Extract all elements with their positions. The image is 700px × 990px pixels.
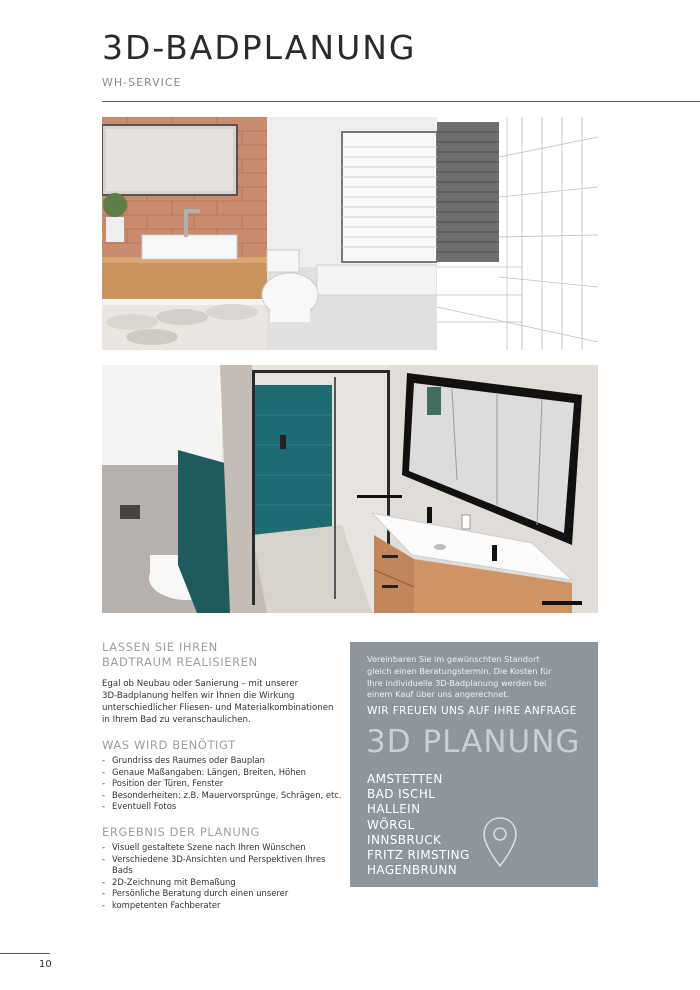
info-intro-line: einem Kauf über uns angerechnet. xyxy=(367,689,510,700)
page-subtitle: WH-SERVICE xyxy=(102,76,182,89)
info-intro-line: Vereinbaren Sie im gewünschten Standort xyxy=(367,654,540,664)
info-box-intro xyxy=(367,654,587,701)
list-item: - Verschiedene 3D-Ansichten und Perspektiven Ihres Bads xyxy=(102,854,347,877)
intro-line: Egal ob Neubau oder Sanierung – mit unserer xyxy=(102,679,299,689)
footer-divider xyxy=(0,953,50,954)
location-item: AMSTETTEN xyxy=(367,772,443,786)
list-item: - Eventuell Fotos xyxy=(102,801,347,813)
info-intro-line: Ihre individuelle 3D-Badplanung werden bei xyxy=(367,677,547,688)
left-text-column xyxy=(102,640,347,924)
bathroom-interior-photo xyxy=(102,365,598,613)
results-list xyxy=(102,842,347,912)
section-heading-benoetigt: WAS WIRD BENÖTIGT xyxy=(102,738,236,752)
location-item: WÖRGL xyxy=(367,817,415,832)
info-box xyxy=(350,642,598,887)
list-item-continuation: - kompetenten Fachberater xyxy=(102,900,347,912)
location-item: FRITZ RIMSTING xyxy=(367,848,470,863)
info-box-cta: WIR FREUEN UNS AUF IHRE ANFRAGE xyxy=(367,705,577,717)
list-item: - 2D-Zeichnung mit Bemaßung xyxy=(102,877,347,889)
location-item: HAGENBRUNN xyxy=(367,863,458,878)
info-intro-line: gleich einen Beratungstermin. Die Kosten für xyxy=(367,665,552,676)
list-item: - Genaue Maßangaben: Längen, Breiten, Höhen xyxy=(102,767,347,779)
intro-paragraph xyxy=(102,678,347,726)
intro-line: 3D-Badplanung helfen wir Ihnen die Wirkung xyxy=(102,691,295,701)
location-item: INNSBRUCK xyxy=(367,832,442,847)
intro-line: unterschiedlicher Fliesen- und Materialkombinationen xyxy=(102,703,334,713)
list-item: - Grundriss des Raumes oder Bauplan xyxy=(102,755,347,767)
section-heading-ergebnis: ERGEBNIS DER PLANUNG xyxy=(102,824,261,839)
location-item: BAD ISCHL xyxy=(367,787,436,802)
requirements-list xyxy=(102,755,347,813)
list-item: - Besonderheiten: z.B. Mauervorsprünge, Schrägen, etc. xyxy=(102,790,347,802)
list-item: - Visuell gestaltete Szene nach Ihren Wünschen xyxy=(102,842,347,854)
section-heading-realisieren-line-1: LASSEN SIE IHREN xyxy=(102,640,218,654)
location-item: HALLEIN xyxy=(367,802,421,817)
page-number: 10 xyxy=(39,959,52,970)
list-item: - Position der Türen, Fenster xyxy=(102,778,347,790)
intro-line: in Ihrem Bad zu veranschaulichen. xyxy=(102,715,251,725)
header-divider xyxy=(102,101,700,102)
bathroom-rendering-photo xyxy=(102,117,598,350)
info-box-big-title: 3D PLANUNG xyxy=(366,724,581,760)
location-pin-icon xyxy=(482,816,518,870)
locations-list xyxy=(367,772,470,878)
page-title: 3D-BADPLANUNG xyxy=(102,28,417,67)
list-item: - Persönliche Beratung durch einen unserer xyxy=(102,888,347,900)
section-heading-realisieren-line-2: BADTRAUM REALISIEREN xyxy=(102,655,258,669)
